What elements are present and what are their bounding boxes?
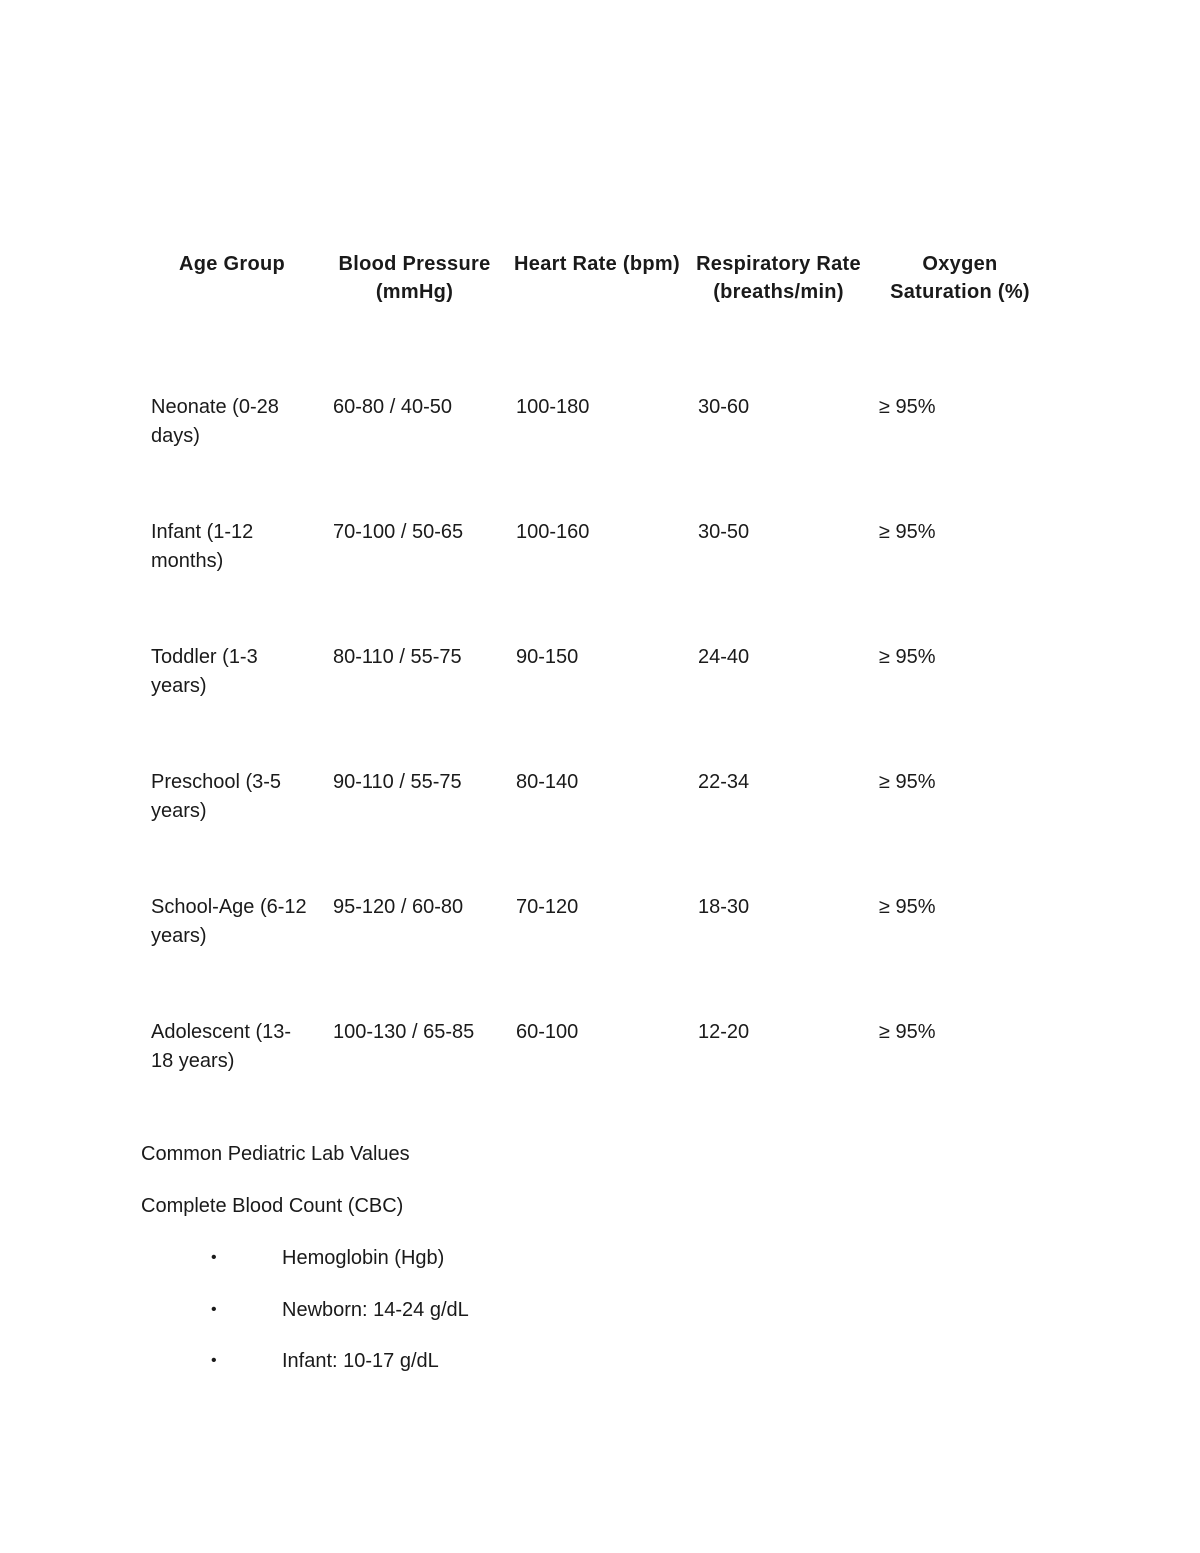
vital-signs-table bbox=[141, 250, 1051, 1140]
lab-values-heading: Common Pediatric Lab Values bbox=[141, 1143, 410, 1165]
list-item-text: Newborn: 14-24 g/dL bbox=[282, 1298, 469, 1321]
cell-heart-rate: 100-180 bbox=[516, 396, 590, 418]
cell-respiratory-rate: 24-40 bbox=[698, 646, 750, 668]
cell-oxygen-saturation: ≥ 95% bbox=[879, 896, 936, 918]
cell-heart-rate: 70-120 bbox=[516, 896, 579, 918]
table-header-row bbox=[141, 250, 1051, 390]
header-respiratory-rate: Respiratory Rate (breaths/min) bbox=[696, 253, 861, 303]
table-row bbox=[141, 515, 1051, 640]
table-row bbox=[141, 390, 1051, 515]
cell-oxygen-saturation: ≥ 95% bbox=[879, 396, 936, 418]
table-row bbox=[141, 890, 1051, 1015]
cell-age-group: Neonate (0-28 days) bbox=[151, 396, 279, 447]
cell-blood-pressure: 100-130 / 65-85 bbox=[333, 1021, 475, 1043]
cell-age-group: Toddler (1-3 years) bbox=[151, 646, 258, 697]
table-row bbox=[141, 640, 1051, 765]
header-blood-pressure: Blood Pressure (mmHg) bbox=[338, 253, 491, 303]
cell-blood-pressure: 80-110 / 55-75 bbox=[333, 646, 462, 668]
cbc-subheading: Complete Blood Count (CBC) bbox=[141, 1195, 404, 1217]
cell-blood-pressure: 70-100 / 50-65 bbox=[333, 521, 464, 543]
header-age-group: Age Group bbox=[178, 253, 286, 275]
cell-respiratory-rate: 22-34 bbox=[698, 771, 750, 793]
header-heart-rate: Heart Rate (bpm) bbox=[514, 253, 680, 275]
cell-blood-pressure: 90-110 / 55-75 bbox=[333, 771, 462, 793]
cell-age-group: Preschool (3-5 years) bbox=[151, 771, 282, 822]
cell-respiratory-rate: 30-60 bbox=[698, 396, 750, 418]
cell-heart-rate: 90-150 bbox=[516, 646, 579, 668]
cell-age-group: Infant (1-12 months) bbox=[151, 521, 254, 572]
cell-age-group: Adolescent (13-18 years) bbox=[151, 1021, 292, 1072]
cell-heart-rate: 80-140 bbox=[516, 771, 579, 793]
list-item-text: Hemoglobin (Hgb) bbox=[282, 1247, 445, 1269]
table-row bbox=[141, 765, 1051, 890]
cell-heart-rate: 100-160 bbox=[516, 521, 590, 543]
table-row bbox=[141, 1015, 1051, 1140]
list-item-text: Infant: 10-17 g/dL bbox=[282, 1350, 439, 1372]
header-oxygen-saturation: Oxygen Saturation (%) bbox=[890, 253, 1030, 303]
cell-oxygen-saturation: ≥ 95% bbox=[879, 646, 936, 668]
bullet-icon: • bbox=[211, 1352, 217, 1369]
cell-respiratory-rate: 18-30 bbox=[698, 896, 750, 918]
cell-blood-pressure: 95-120 / 60-80 bbox=[333, 896, 464, 918]
cell-oxygen-saturation: ≥ 95% bbox=[879, 1021, 936, 1043]
cell-respiratory-rate: 12-20 bbox=[698, 1021, 750, 1043]
cell-oxygen-saturation: ≥ 95% bbox=[879, 771, 936, 793]
cell-heart-rate: 60-100 bbox=[516, 1021, 579, 1043]
bullet-icon: • bbox=[211, 1249, 217, 1266]
cell-age-group: School-Age (6-12 years) bbox=[151, 896, 307, 947]
cell-respiratory-rate: 30-50 bbox=[698, 521, 750, 543]
cell-blood-pressure: 60-80 / 40-50 bbox=[333, 396, 452, 418]
cell-oxygen-saturation: ≥ 95% bbox=[879, 521, 936, 543]
bullet-icon: • bbox=[211, 1300, 217, 1318]
